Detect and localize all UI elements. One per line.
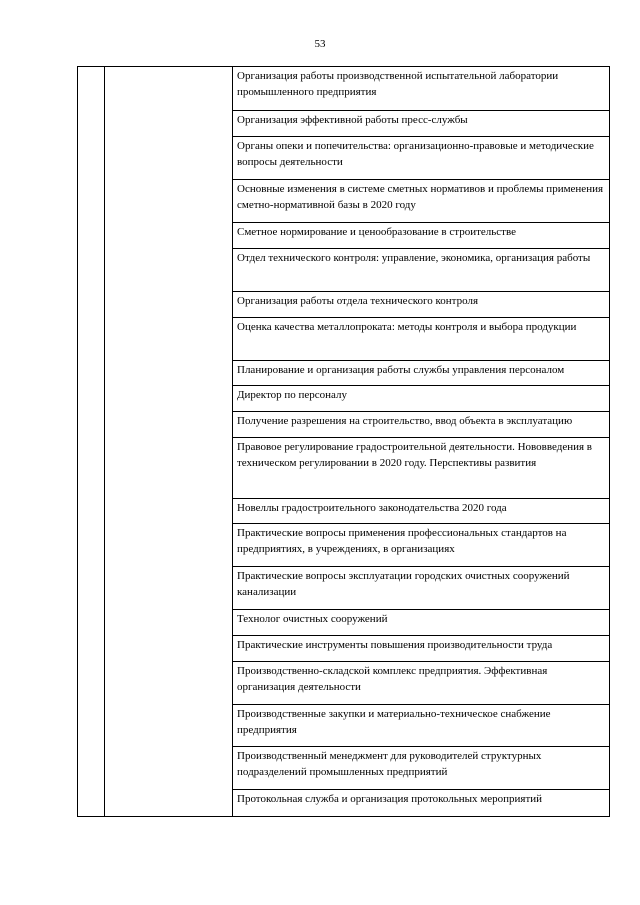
course-title-cell: Организация эффективной работы пресс-службы xyxy=(233,111,610,137)
course-title-cell: Практические инструменты повышения производительности труда xyxy=(233,636,610,662)
category-column-cell xyxy=(105,67,233,817)
course-title-cell: Оценка качества металлопроката: методы контроля и выбора продукции xyxy=(233,318,610,361)
course-title-cell: Правовое регулирование градостроительной деятельности. Нововведения в техническом регулировании в 2020 году. Перспективы развития xyxy=(233,438,610,499)
course-title-cell: Сметное нормирование и ценообразование в строительстве xyxy=(233,223,610,249)
course-title-cell: Отдел технического контроля: управление, экономика, организация работы xyxy=(233,249,610,292)
course-title-cell: Практические вопросы применения профессиональных стандартов на предприятиях, в учреждениях, в организациях xyxy=(233,524,610,567)
course-title-cell: Протокольная служба и организация протокольных мероприятий xyxy=(233,790,610,817)
course-title-cell: Организация работы отдела технического контроля xyxy=(233,292,610,318)
course-title-cell: Основные изменения в системе сметных нормативов и проблемы применения сметно-нормативной базы в 2020 году xyxy=(233,180,610,223)
course-title-cell: Производственные закупки и материально-техническое снабжение предприятия xyxy=(233,705,610,747)
course-title-cell: Планирование и организация работы службы управления персоналом xyxy=(233,361,610,386)
course-title-cell: Производственный менеджмент для руководителей структурных подразделений промышленных предприятий xyxy=(233,747,610,790)
course-title-cell: Получение разрешения на строительство, ввод объекта в эксплуатацию xyxy=(233,412,610,438)
course-title-cell: Практические вопросы эксплуатации городских очистных сооружений канализации xyxy=(233,567,610,610)
course-title-cell: Органы опеки и попечительства: организационно-правовые и методические вопросы деятельности xyxy=(233,137,610,180)
courses-table xyxy=(77,66,610,817)
course-title-cell: Новеллы градостроительного законодательства 2020 года xyxy=(233,499,610,524)
number-column-cell xyxy=(78,67,105,817)
course-title-cell: Директор по персоналу xyxy=(233,386,610,412)
course-title-cell: Технолог очистных сооружений xyxy=(233,610,610,636)
page-number: 53 xyxy=(314,38,326,50)
course-title-cell: Производственно-складской комплекс предприятия. Эффективная организация деятельности xyxy=(233,662,610,705)
course-title-cell: Организация работы производственной испытательной лаборатории промышленного предприятия xyxy=(233,67,610,111)
table-row xyxy=(78,67,610,111)
